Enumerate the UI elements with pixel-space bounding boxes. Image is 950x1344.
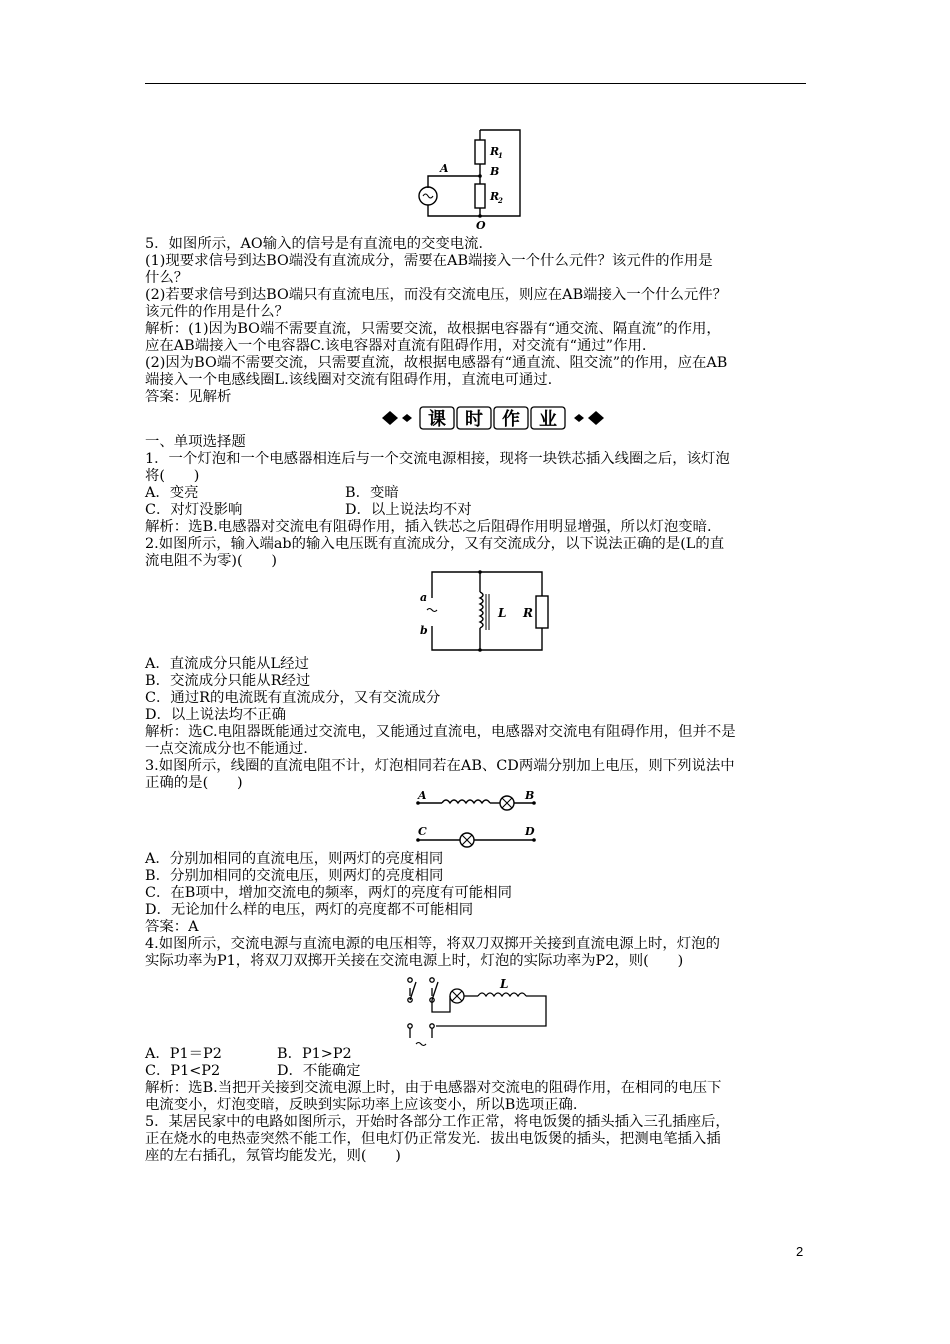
q2-option-d: D．以上说法均不正确: [145, 707, 287, 723]
label-b: B: [490, 165, 500, 178]
banner-char: 课: [428, 409, 446, 430]
label-r2: R: [490, 190, 500, 203]
header-rule: [145, 83, 806, 84]
q3-option-d: D．无论加什么样的电压，两灯的亮度都不可能相同: [145, 902, 474, 918]
q3-stem: 正确的是( ): [145, 775, 243, 791]
q3-answer: 答案：A: [145, 919, 199, 935]
text-line: (1)现要求信号到达BO端没有直流成分，需要在AB端接入一个什么元件？该元件的作用是: [145, 253, 713, 269]
q3-stem: 3.如图所示，线圈的直流电阻不计，灯泡相同若在AB、CD两端分别加上电压，则下列说法中: [145, 758, 735, 774]
q4-stem: 实际功率为P1，将双刀双掷开关接在交流电源上时，灯泡的实际功率为P2，则( ): [145, 953, 684, 969]
label-l: L: [498, 606, 507, 620]
text-line: 应在AB端接入一个电容器C.该电容器对直流有阻碍作用，对交流有“通过”作用.: [145, 338, 647, 354]
q1-option-a: A．变亮: [145, 485, 199, 501]
label-a: a: [420, 591, 428, 604]
label-b: B: [525, 790, 535, 802]
label-r2-sub: 2: [498, 196, 503, 205]
q3-option-b: B．分别加相同的交流电压，则两灯的亮度相同: [145, 868, 444, 884]
q4-option-a: A．P1＝P2: [145, 1046, 222, 1062]
label-b: b: [420, 624, 428, 637]
text-line: (2)因为BO端不需要交流，只需要直流，故根据电感器有“通直流、阻交流”的作用，应在AB: [145, 355, 728, 371]
q2-stem: 2.如图所示，输入端ab的输入电压既有直流成分，又有交流成分，以下说法正确的是(L的直: [145, 536, 725, 552]
q4-option-b: B．P1>P2: [277, 1046, 352, 1062]
text-line: 5．如图所示，AO输入的信号是有直流电的交变电流．: [145, 236, 493, 252]
q3-option-c: C．在B项中，增加交流电的频率，两灯的亮度有可能相同: [145, 885, 512, 901]
questions-2-3: [145, 656, 811, 792]
q4-option-c: C．P1<P2: [145, 1063, 221, 1079]
section-title: 一、单项选择题: [145, 434, 246, 450]
q1-stem: 将( ): [145, 468, 200, 484]
banner-char: 作: [502, 409, 520, 430]
text-line: 什么？: [145, 270, 189, 286]
text-line: 解析：(1)因为BO端不需要直流，只需要交流，故根据电容器有“通交流、隔直流”的作用，: [145, 321, 721, 337]
banner-char: 时: [465, 409, 483, 430]
text-line: (2)若要求信号到达BO端只有直流电压，而没有交流电压，则应在AB端接入一个什么元件？: [145, 287, 728, 303]
q2-option-a: A．直流成分只能从L经过: [145, 656, 309, 672]
figure-q2-circuit: [416, 568, 556, 654]
label-c: C: [418, 825, 427, 838]
q1-stem: 1．一个灯泡和一个电感器相连后与一个交流电源相接，现将一块铁芯插入线圈之后，该灯泡: [145, 451, 730, 467]
q1-option-b: B．变暗: [345, 485, 399, 501]
q4-stem: 4.如图所示，交流电源与直流电源的电压相等，将双刀双掷开关接到直流电源上时，灯泡的: [145, 936, 720, 952]
figure-ao-circuit: [414, 128, 524, 232]
q2-option-c: C．通过R的电流既有直流成分，又有交流成分: [145, 690, 441, 706]
q2-analysis: 一点交流成分也不能通过.: [145, 741, 308, 757]
q2-analysis: 解析：选C.电阻器既能通过交流电，又能通过直流电，电感器对交流电有阻碍作用，但并不是: [145, 724, 736, 740]
questions-4-5: [145, 1046, 811, 1165]
label-o: O: [476, 219, 486, 232]
text-line: 答案：见解析: [145, 389, 232, 405]
questions-3-4: [145, 851, 811, 970]
questions-1-2: [145, 434, 811, 570]
label-l: L: [500, 977, 509, 991]
q5-stem: 5．某居民家中的电路如图所示，开始时各部分工作正常，将电饭煲的插头插入三孔插座后，: [145, 1114, 730, 1130]
q5-stem: 座的左右插孔，氖管均能发光，则( ): [145, 1148, 401, 1164]
q4-analysis: 电流变小，灯泡变暗，反映到实际功率上应该变小，所以B选项正确.: [145, 1097, 578, 1113]
label-d: D: [525, 825, 535, 838]
label-r: R: [523, 606, 533, 620]
section-banner: [380, 405, 606, 431]
label-a: A: [440, 162, 449, 175]
q5-stem: 正在烧水的电热壶突然不能工作，但电灯仍正常发光．拔出电饭煲的插头，把测电笔插入插: [145, 1131, 721, 1147]
q3-option-a: A．分别加相同的直流电压，则两灯的亮度相同: [145, 851, 444, 867]
q1-option-d: D．以上说法均不对: [345, 502, 472, 518]
text-line: 该元件的作用是什么？: [145, 304, 289, 320]
q2-stem: 流电阻不为零)( ): [145, 553, 277, 569]
q4-option-d: D．不能确定: [277, 1063, 361, 1079]
q2-option-b: B．交流成分只能从R经过: [145, 673, 311, 689]
text-line: 端接入一个电感线圈L.该线圈对交流有阻碍作用，直流电可通过.: [145, 372, 553, 388]
q4-analysis: 解析：选B.当把开关接到交流电源上时，由于电感器对交流电的阻碍作用，在相同的电压下: [145, 1080, 722, 1096]
label-a: A: [418, 790, 427, 802]
page-number: 2: [796, 1244, 804, 1259]
label-r1: R: [490, 145, 500, 158]
q1-analysis: 解析：选B.电感器对交流电有阻碍作用，插入铁芯之后阻碍作用明显增强，所以灯泡变暗.: [145, 519, 712, 535]
figure-q3-circuits: [416, 790, 538, 848]
q1-option-c: C．对灯没影响: [145, 502, 243, 518]
figure-q4-circuit: [400, 970, 550, 1052]
banner-char: 业: [539, 409, 557, 430]
question-5-previous: [145, 236, 811, 406]
label-r1-sub: 1: [498, 151, 503, 160]
